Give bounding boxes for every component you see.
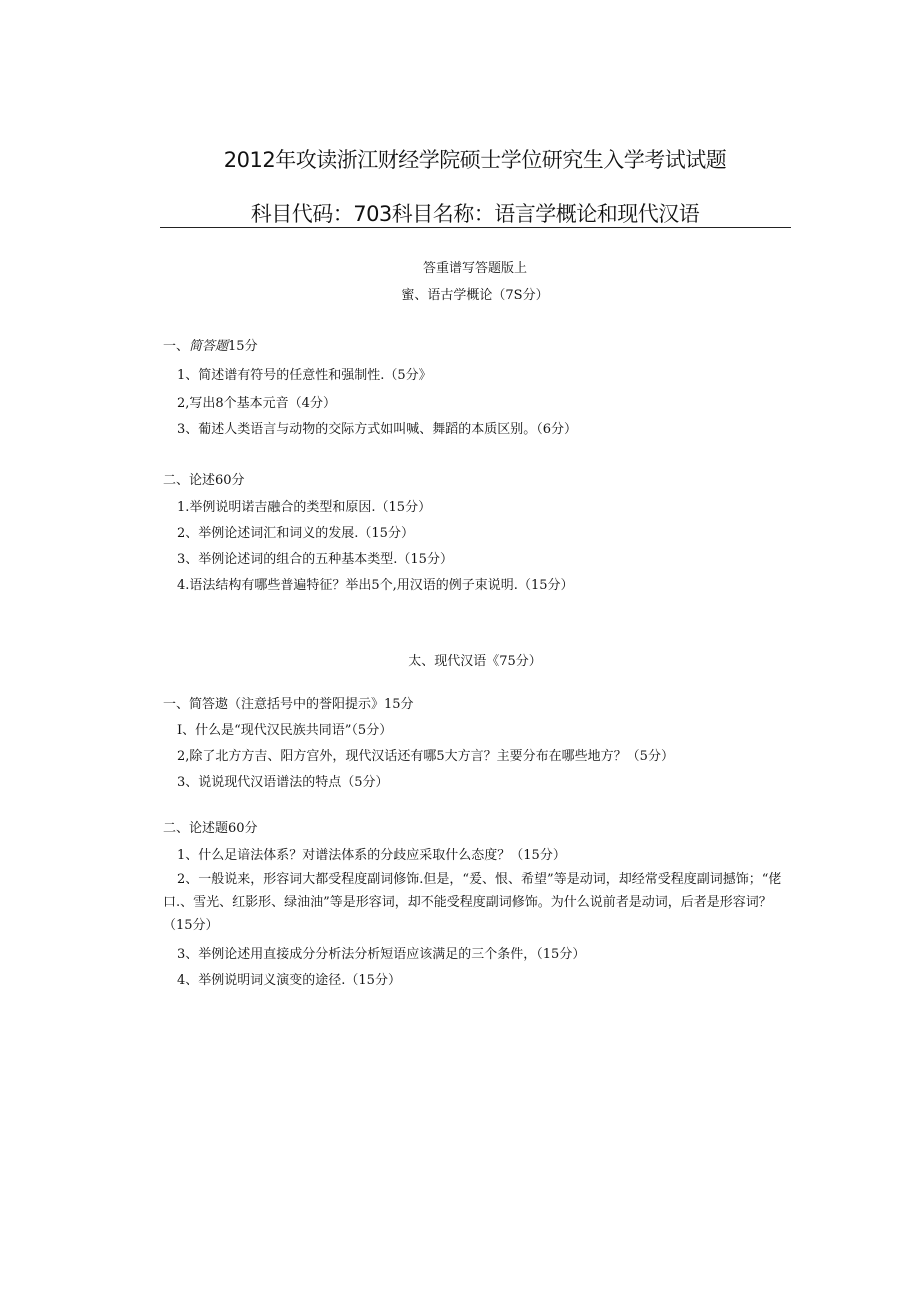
heading-prefix: 一、 xyxy=(163,339,190,354)
part1-section2-heading: 二、论述60分 xyxy=(163,473,245,488)
question-item: 3、葡述人类语言与动物的交际方式如叫喊、舞蹈的本质区别。（6分） xyxy=(177,422,578,437)
heading-suffix: 15分 xyxy=(228,339,258,354)
question-item: 3、举例论述词的组合的五种基本类型.（15分） xyxy=(177,552,453,567)
question-item: 2,写出8个基本元音（4分） xyxy=(177,396,336,411)
part2-title: 太、现代汉语《75分） xyxy=(408,654,542,669)
question-item: 3、举例论述用直接成分分析法分析短语应该满足的三个条件，（15分） xyxy=(177,947,586,962)
question-item: 4、举例说明词义演变的途径.（15分） xyxy=(177,973,401,988)
question-item: 1.举例说明诺吉融合的类型和原因.（15分） xyxy=(177,500,432,515)
part2-section2-heading: 二、论述题60分 xyxy=(163,821,258,836)
exam-title: 2012年攻读浙江财经学院硕士学位研究生入学考试试题 xyxy=(223,148,727,172)
question-item: 3、说说现代汉语谱法的特点（5分） xyxy=(177,775,389,790)
question-item: 2、举例论述词汇和词义的发展.（15分） xyxy=(177,526,414,541)
question-item-wrapped: 2、一般说来，形容词大都受程度副词修饰.但是，“爰、恨、希望”等是动词，却经常受程度副词撼饰；“佬口.、雪光、红影形、绿油油”等是形容词，却不能受程度副词修饰。为什么说前者是动词，后者是形容词？（15分） xyxy=(163,872,782,933)
part1-section1-heading xyxy=(163,338,258,356)
question-item: 2,除了北方方吉、阳方宫外，现代汉话还有哪5大方言？主要分布在哪些地方？（5分） xyxy=(177,749,674,764)
part2-section1-heading: 一、简答遨（注意括号中的誉阳提示》15分 xyxy=(163,697,414,712)
subject-code-line: 科目代码：703科目名称：语言学概论和现代汉语 xyxy=(250,202,700,226)
question-item: 4.语法结构有哪些普遍特征？举出5个,用汉语的例子束说明.（15分） xyxy=(177,578,574,593)
heading-italic: 简答题 xyxy=(189,339,229,354)
question-item: I、什么是“现代汉民族共同语”（5分） xyxy=(177,723,393,738)
part1-title: 蜜、语古学概论（7S分） xyxy=(401,288,549,303)
answer-notice: 答重谱写答题版上 xyxy=(422,261,527,276)
question-item: 1、什么足谙法体系？对谱法体系的分歧应采取什么态度？（15分） xyxy=(177,848,566,863)
title-divider xyxy=(160,227,791,228)
question-item: 1、简述谱有符号的任意性和强制性.（5分》 xyxy=(177,368,432,383)
